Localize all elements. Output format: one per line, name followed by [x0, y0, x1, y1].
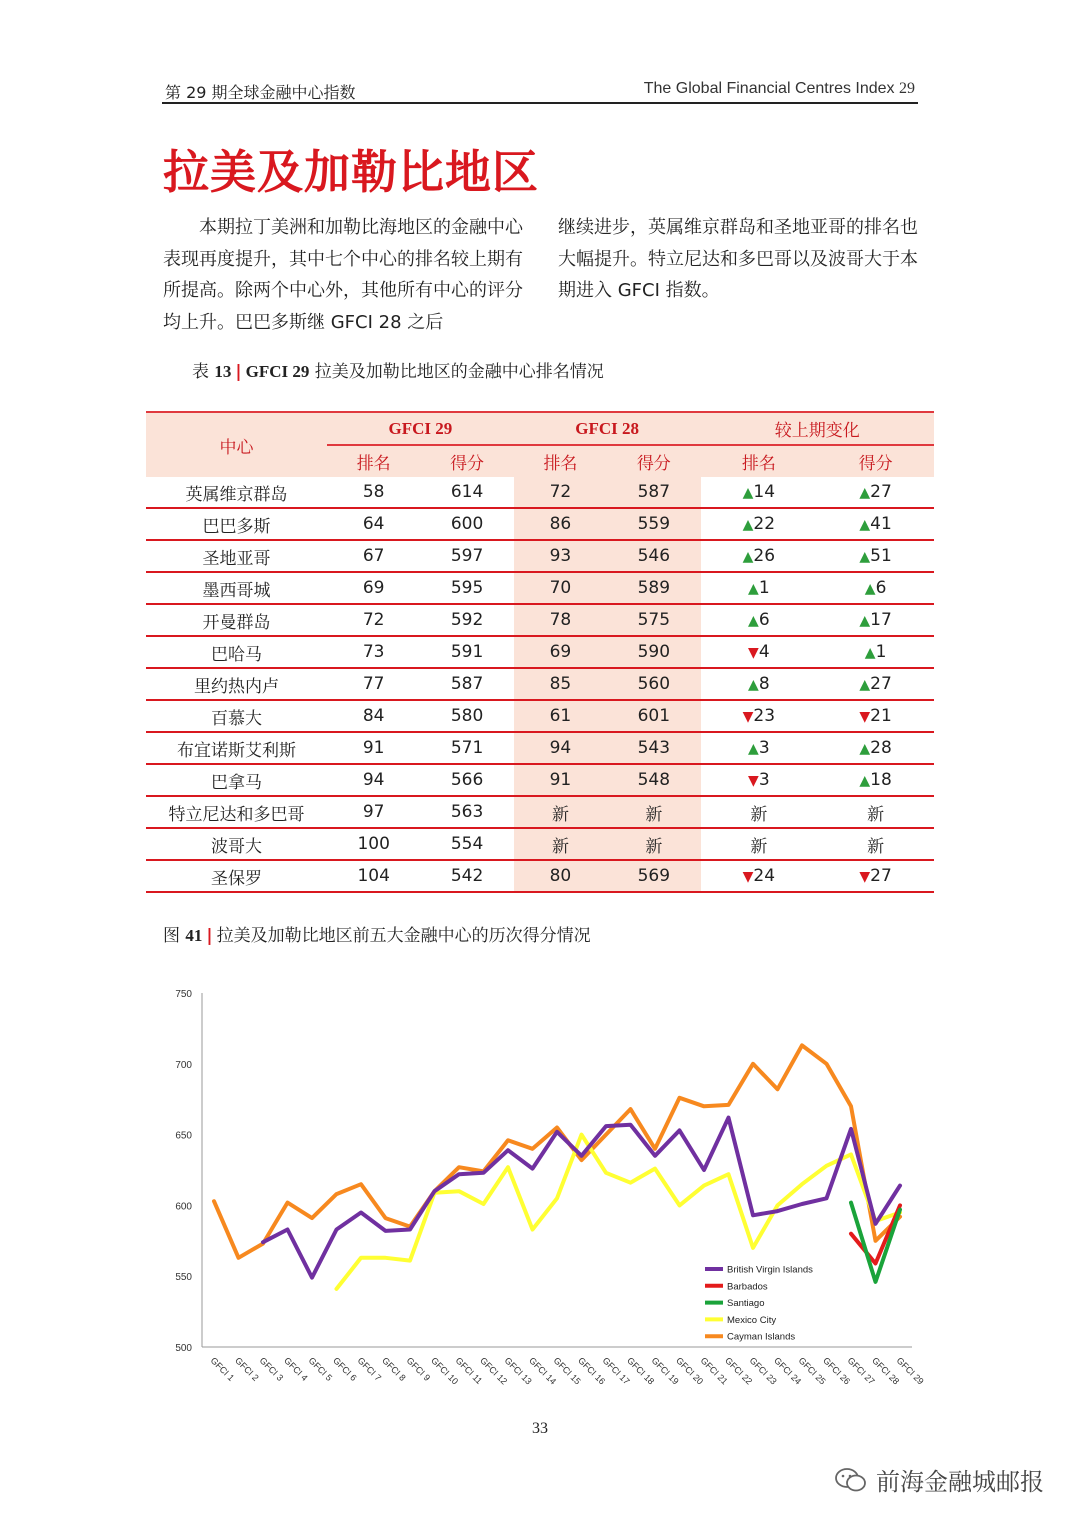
down-arrow-icon: ▼: [742, 709, 754, 725]
up-arrow-icon: ▲: [859, 517, 871, 533]
y-tick-label: 600: [175, 1201, 192, 1213]
cell-rank-change: ▼24: [742, 866, 776, 886]
cell-rank-28: 85: [514, 668, 607, 700]
header-left: 第 29 期全球金融中心指数: [165, 83, 356, 102]
legend-label: British Virgin Islands: [727, 1264, 813, 1276]
cell-rank-28: 78: [514, 604, 607, 636]
cell-rank-change: ▲6: [748, 610, 770, 630]
down-arrow-icon: ▼: [748, 645, 759, 661]
cell-rank-28: 94: [514, 732, 607, 764]
cell-rank-change: ▲14: [742, 482, 776, 502]
x-tick-label: GFCI 21: [698, 1355, 730, 1387]
cell-score-change: ▲27: [859, 674, 892, 694]
cell-rank-change: 新: [750, 836, 768, 857]
cell-score-change: ▲17: [859, 610, 892, 630]
cell-score-29: 563: [450, 802, 484, 822]
up-arrow-icon: ▲: [748, 613, 759, 629]
cell-center: 里约热内卢: [194, 676, 279, 697]
up-arrow-icon: ▲: [864, 581, 876, 597]
table-caption: 表 13 | GFCI 29 拉美及加勒比地区的金融中心排名情况: [192, 362, 604, 382]
cell-score-29: 587: [450, 674, 484, 694]
header-right: The Global Financial Centres Index 29: [643, 80, 915, 97]
cell-rank-29: 67: [362, 546, 385, 566]
cell-rank-change: ▲1: [748, 578, 770, 598]
cell-score-28: 559: [607, 508, 700, 540]
cell-rank-change: ▲22: [742, 514, 776, 534]
cell-score-change: ▲41: [859, 514, 892, 534]
watermark: 前海金融城邮报: [834, 1462, 1044, 1497]
cell-score-28: 543: [607, 732, 700, 764]
legend-label: Santiago: [727, 1298, 765, 1310]
group-change: 较上期变化: [701, 412, 935, 445]
cell-rank-29: 73: [362, 642, 385, 662]
cell-score-change: ▲18: [859, 770, 892, 790]
cell-score-28: 575: [607, 604, 700, 636]
table-row: [146, 636, 934, 668]
up-arrow-icon: ▲: [859, 613, 871, 629]
cell-rank-28: 72: [514, 477, 607, 508]
cell-score-29: 580: [450, 706, 484, 726]
cell-rank-28: 86: [514, 508, 607, 540]
x-tick-label: GFCI 13: [502, 1355, 534, 1387]
cell-rank-change: ▼23: [742, 706, 776, 726]
table-row: [146, 828, 934, 860]
paragraph-left: 本期拉丁美洲和加勒比海地区的金融中心表现再度提升，其中七个中心的排名较上期有所提高。除两个中心外，其他所有中心的评分均上升。巴巴多斯继 GFCI 28 之后: [163, 217, 523, 333]
x-tick-label: GFCI 3: [257, 1355, 286, 1383]
figure-caption: 图 41 | 拉美及加勒比地区前五大金融中心的历次得分情况: [163, 926, 591, 946]
x-tick-label: GFCI 14: [527, 1355, 559, 1387]
cell-center: 墨西哥城: [202, 580, 271, 601]
cell-score-28: 546: [607, 540, 700, 572]
cell-center: 开曼群岛: [202, 612, 271, 633]
cell-rank-28: 80: [514, 860, 607, 892]
cell-score-28: 569: [607, 860, 700, 892]
cell-rank-29: 84: [362, 706, 385, 726]
cell-score-29: 591: [450, 642, 484, 662]
cell-rank-28: 91: [514, 764, 607, 796]
sub-rank-change: 排名: [701, 445, 818, 477]
y-tick-label: 700: [175, 1059, 192, 1071]
cell-rank-28: 93: [514, 540, 607, 572]
cell-center: 英属维京群岛: [185, 484, 288, 505]
cell-score-29: 571: [450, 738, 484, 758]
header-rule: [162, 102, 918, 104]
x-tick-label: GFCI 10: [429, 1355, 461, 1387]
table-row: [146, 764, 934, 796]
x-tick-label: GFCI 24: [772, 1355, 804, 1387]
cell-rank-29: 104: [357, 866, 390, 886]
table-row: [146, 572, 934, 604]
cell-center: 百慕大: [211, 708, 262, 729]
y-tick-label: 650: [175, 1130, 192, 1142]
score-history-chart: [160, 975, 950, 1395]
cell-rank-29: 100: [357, 834, 390, 854]
table-row: [146, 668, 934, 700]
cell-score-29: 542: [450, 866, 484, 886]
cell-score-28: 560: [607, 668, 700, 700]
cell-rank-28: 69: [514, 636, 607, 668]
sub-score-28: 得分: [607, 445, 700, 477]
legend-label: Cayman Islands: [727, 1331, 796, 1343]
x-tick-label: GFCI 4: [282, 1355, 310, 1383]
cell-rank-28: 新: [514, 828, 607, 860]
table-row: [146, 860, 934, 892]
cell-score-29: 614: [450, 482, 484, 502]
cell-rank-29: 64: [362, 514, 385, 534]
table-row: [146, 700, 934, 732]
cell-score-change: 新: [867, 804, 885, 825]
up-arrow-icon: ▲: [859, 741, 871, 757]
cell-rank-change: ▲3: [748, 738, 770, 758]
cell-score-28: 587: [607, 477, 700, 508]
down-arrow-icon: ▼: [859, 869, 871, 885]
cell-rank-29: 91: [362, 738, 385, 758]
x-tick-label: GFCI 15: [551, 1355, 583, 1387]
cell-rank-29: 94: [362, 770, 385, 790]
cell-rank-29: 69: [362, 578, 385, 598]
table-row: [146, 508, 934, 540]
x-tick-label: GFCI 27: [845, 1355, 877, 1387]
col-center: 中心: [146, 412, 327, 477]
cell-score-change: 新: [867, 836, 885, 857]
x-tick-label: GFCI 22: [723, 1355, 755, 1387]
wechat-icon: [834, 1466, 868, 1494]
cell-center: 巴巴多斯: [202, 516, 271, 537]
up-arrow-icon: ▲: [859, 549, 871, 565]
paragraph-right: 继续进步，英属维京群岛和圣地亚哥的排名也大幅提升。特立尼达和多巴哥以及波哥大于本期进入 GFCI 指数。: [558, 217, 918, 301]
cell-center: 圣地亚哥: [202, 548, 271, 569]
cell-score-28: 新: [607, 796, 700, 828]
x-tick-label: GFCI 11: [453, 1355, 485, 1386]
cell-score-28: 601: [607, 700, 700, 732]
series-line: [263, 1118, 900, 1278]
down-arrow-icon: ▼: [742, 869, 754, 885]
legend-label: Mexico City: [727, 1314, 777, 1326]
cell-score-29: 595: [450, 578, 484, 598]
cell-score-change: ▲28: [859, 738, 892, 758]
sub-rank-28: 排名: [514, 445, 607, 477]
cell-score-28: 新: [607, 828, 700, 860]
cell-rank-28: 61: [514, 700, 607, 732]
x-tick-label: GFCI 1: [208, 1355, 237, 1383]
up-arrow-icon: ▲: [859, 485, 871, 501]
cell-rank-28: 70: [514, 572, 607, 604]
up-arrow-icon: ▲: [859, 773, 871, 789]
down-arrow-icon: ▼: [748, 773, 759, 789]
up-arrow-icon: ▲: [859, 677, 871, 693]
cell-center: 巴哈马: [211, 644, 262, 665]
cell-score-28: 590: [607, 636, 700, 668]
up-arrow-icon: ▲: [748, 581, 759, 597]
legend-label: Barbados: [727, 1281, 768, 1293]
x-tick-label: GFCI 12: [478, 1355, 510, 1387]
y-tick-label: 550: [175, 1272, 192, 1284]
cell-rank-29: 77: [362, 674, 385, 694]
sub-rank-29: 排名: [327, 445, 420, 477]
x-tick-label: GFCI 6: [331, 1355, 359, 1383]
x-tick-label: GFCI 9: [404, 1355, 433, 1383]
group-gfci29: GFCI 29: [327, 412, 514, 445]
x-tick-label: GFCI 8: [380, 1355, 408, 1383]
x-tick-label: GFCI 2: [233, 1355, 261, 1383]
down-arrow-icon: ▼: [859, 709, 871, 725]
page-number: 33: [532, 1420, 548, 1437]
cell-rank-change: ▲26: [742, 546, 776, 566]
cell-score-29: 600: [450, 514, 484, 534]
cell-rank-29: 97: [362, 802, 385, 822]
cell-score-29: 566: [450, 770, 484, 790]
cell-score-change: ▼21: [859, 706, 892, 726]
cell-score-change: ▲27: [859, 482, 892, 502]
cell-score-change: ▲1: [864, 642, 887, 662]
x-tick-label: GFCI 23: [747, 1355, 779, 1387]
cell-rank-29: 72: [362, 610, 385, 630]
ranking-table: [146, 411, 934, 893]
x-tick-label: GFCI 5: [306, 1355, 335, 1383]
x-tick-label: GFCI 18: [625, 1355, 657, 1387]
chart-svg: [160, 975, 950, 1395]
up-arrow-icon: ▲: [742, 549, 754, 565]
x-tick-label: GFCI 29: [894, 1355, 926, 1387]
x-tick-label: GFCI 20: [674, 1355, 706, 1387]
up-arrow-icon: ▲: [864, 645, 876, 661]
table-row: [146, 732, 934, 764]
up-arrow-icon: ▲: [742, 485, 754, 501]
cell-center: 特立尼达和多巴哥: [168, 804, 305, 825]
page-title: 拉美及加勒比地区: [163, 145, 539, 199]
cell-score-29: 597: [450, 546, 484, 566]
y-tick-label: 500: [175, 1343, 192, 1354]
x-tick-label: GFCI 16: [576, 1355, 608, 1387]
cell-rank-change: ▼3: [748, 770, 770, 790]
cell-score-29: 592: [450, 610, 484, 630]
x-tick-label: GFCI 7: [355, 1355, 384, 1383]
x-tick-label: GFCI 17: [600, 1355, 632, 1387]
cell-rank-28: 新: [514, 796, 607, 828]
cell-rank-change: 新: [750, 804, 768, 825]
up-arrow-icon: ▲: [748, 677, 759, 693]
table-row: [146, 477, 934, 508]
table-row: [146, 540, 934, 572]
up-arrow-icon: ▲: [748, 741, 759, 757]
cell-score-change: ▲51: [859, 546, 892, 566]
cell-score-change: ▼27: [859, 866, 892, 886]
sub-score-29: 得分: [420, 445, 513, 477]
group-gfci28: GFCI 28: [514, 412, 701, 445]
cell-score-29: 554: [450, 834, 484, 854]
cell-center: 圣保罗: [211, 868, 262, 889]
cell-rank-29: 58: [362, 482, 385, 502]
up-arrow-icon: ▲: [742, 517, 754, 533]
cell-score-28: 589: [607, 572, 700, 604]
x-tick-label: GFCI 19: [649, 1355, 681, 1387]
x-tick-label: GFCI 28: [870, 1355, 902, 1387]
cell-center: 巴拿马: [211, 772, 262, 793]
cell-rank-change: ▲8: [748, 674, 770, 694]
series-line: [214, 1045, 900, 1257]
cell-center: 布宜诺斯艾利斯: [177, 740, 296, 761]
table-row: [146, 796, 934, 828]
cell-center: 波哥大: [211, 836, 262, 857]
cell-score-28: 548: [607, 764, 700, 796]
x-tick-label: GFCI 26: [821, 1355, 853, 1387]
cell-rank-change: ▼4: [748, 642, 770, 662]
x-tick-label: GFCI 25: [796, 1355, 828, 1387]
sub-score-change: 得分: [817, 445, 934, 477]
y-tick-label: 750: [175, 989, 192, 1000]
cell-score-change: ▲6: [864, 578, 887, 598]
table-row: [146, 604, 934, 636]
